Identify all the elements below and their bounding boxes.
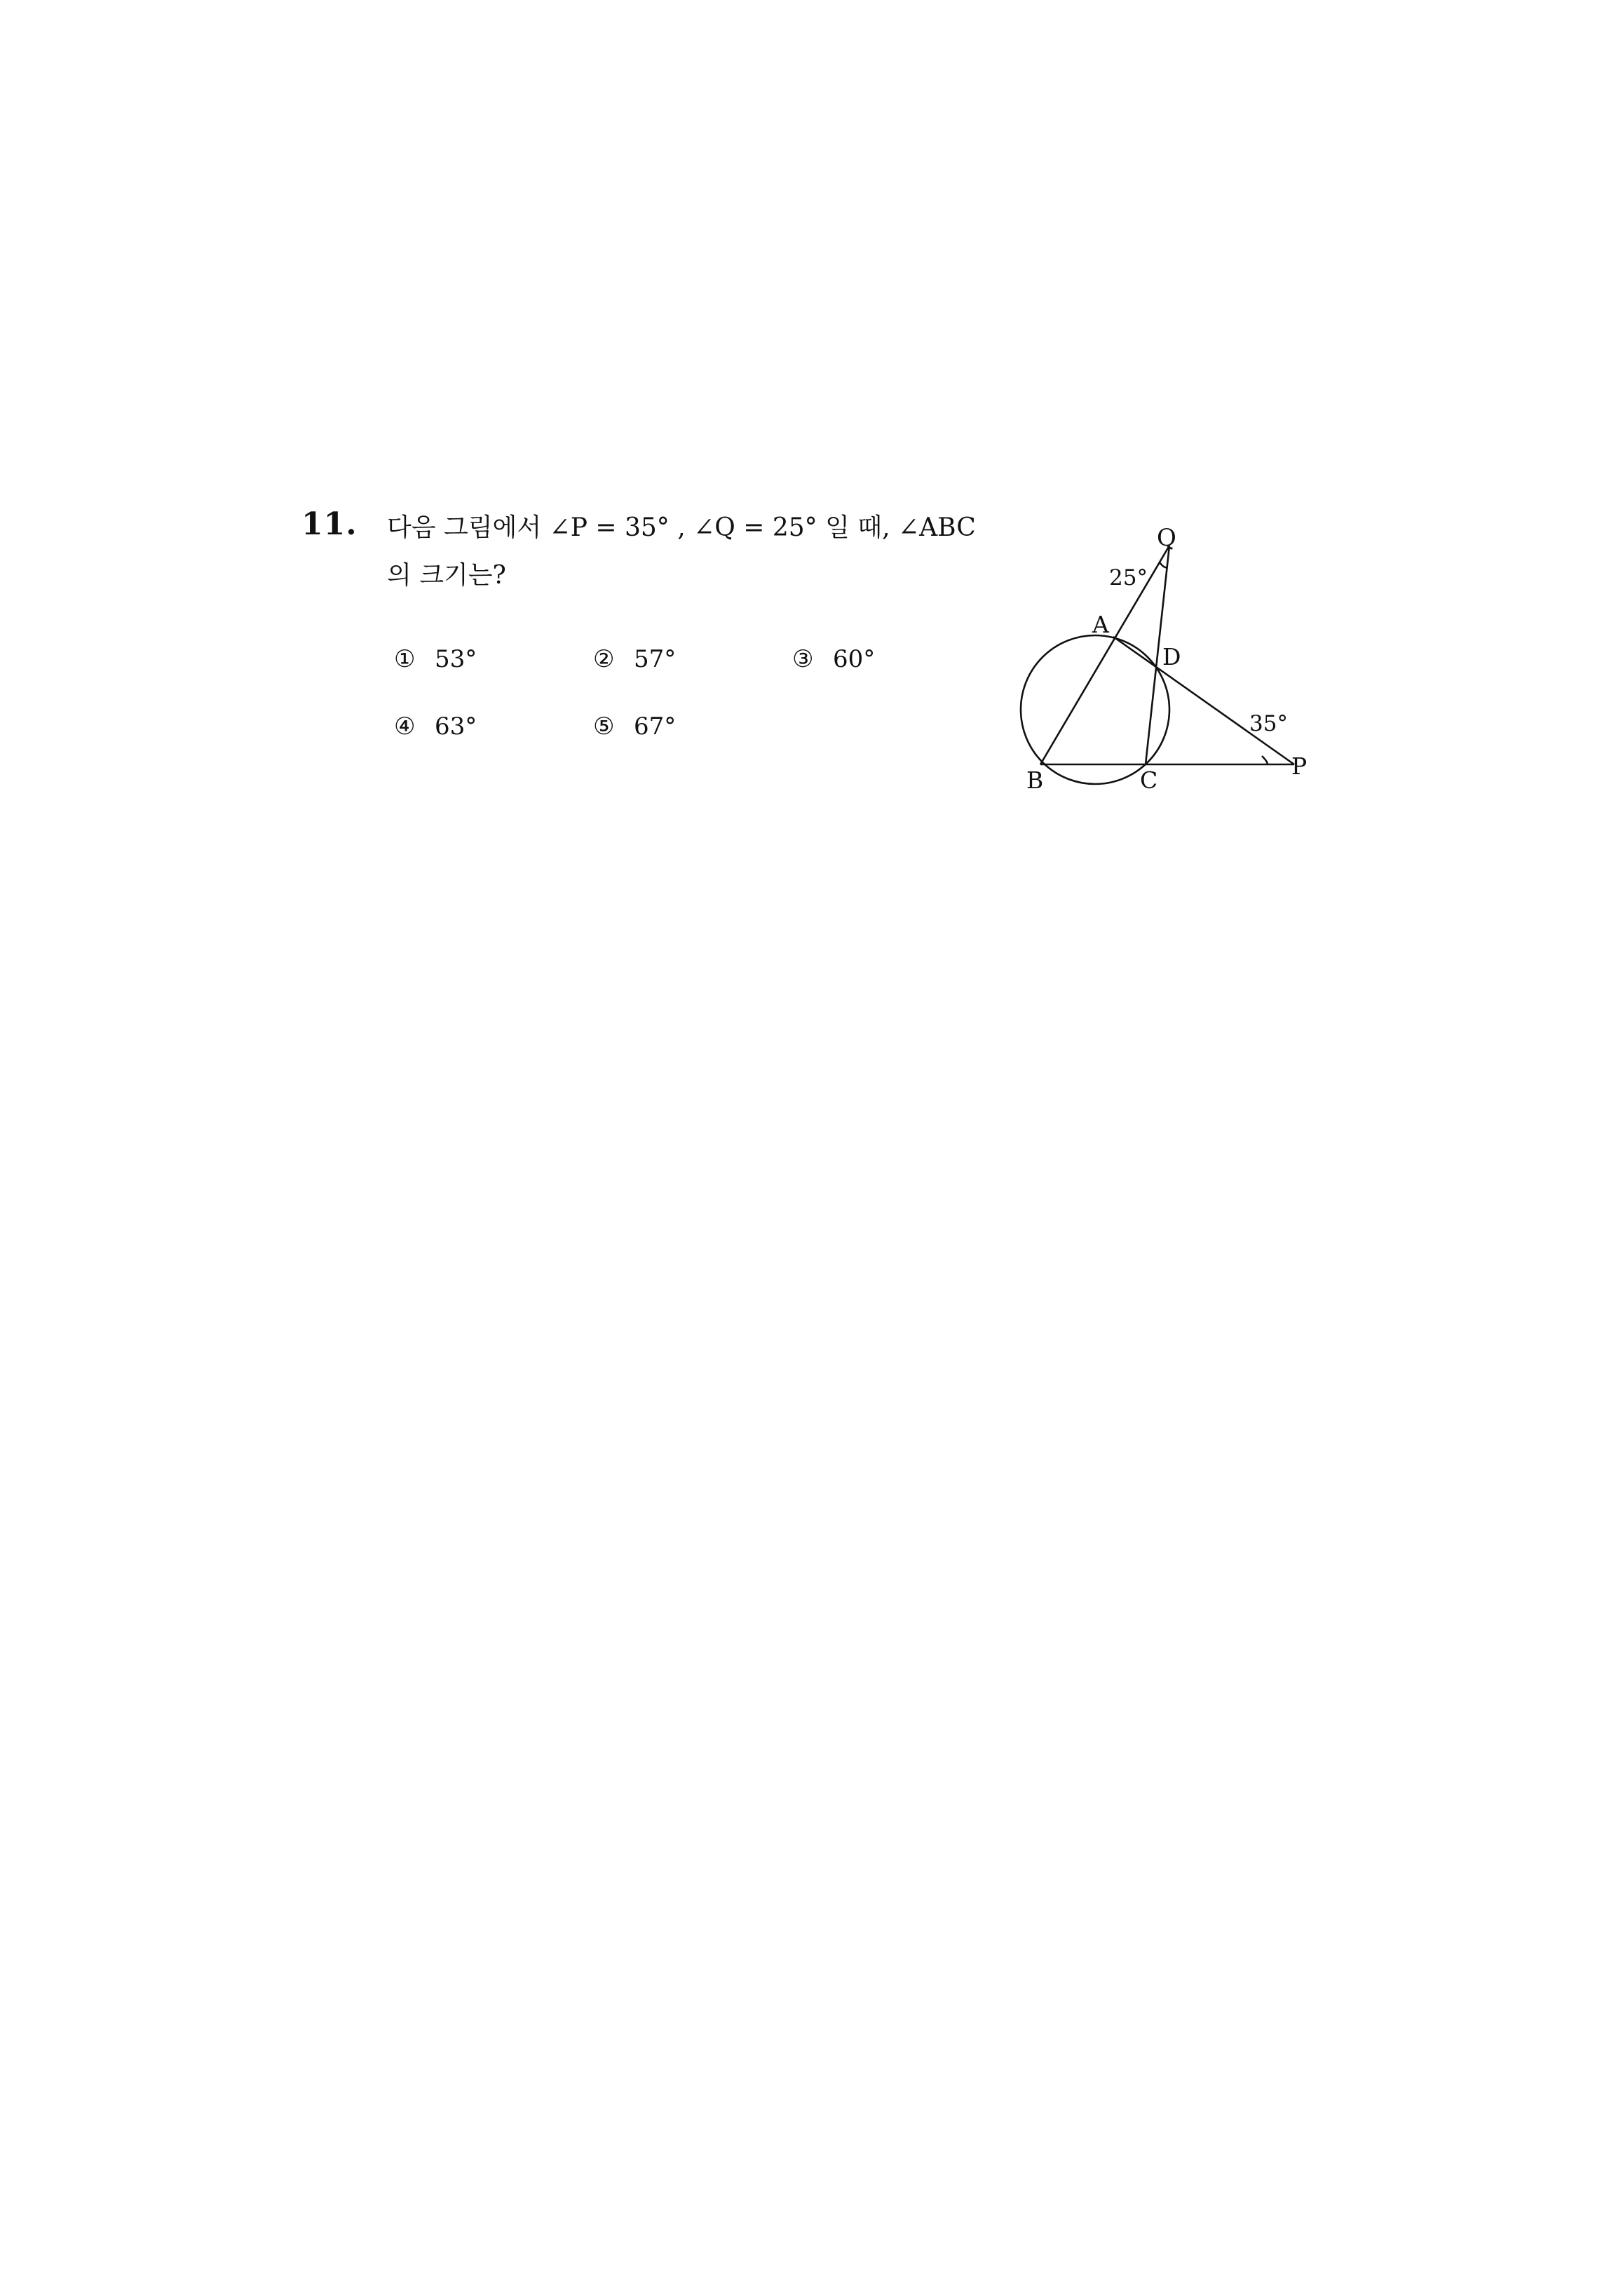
segment-ap	[1113, 637, 1294, 764]
label-c: C	[1140, 767, 1158, 794]
choice-3-mark: ③	[792, 645, 814, 673]
choice-2[interactable]	[593, 645, 676, 673]
label-angle-q: 25°	[1109, 565, 1148, 590]
question-text-line1: 다음 그림에서 ∠P = 35° , ∠Q = 25° 일 때, ∠ABC	[387, 513, 976, 542]
choice-2-mark: ②	[593, 645, 615, 673]
choice-3-value: 60°	[833, 645, 876, 673]
label-q: Q	[1157, 524, 1176, 552]
angle-mark-q	[1160, 562, 1167, 567]
label-b: B	[1026, 767, 1044, 794]
choice-1[interactable]	[394, 645, 477, 673]
label-p: P	[1291, 752, 1308, 780]
choice-4-value: 63°	[435, 713, 477, 741]
choice-5-value: 67°	[634, 713, 677, 741]
label-a: A	[1092, 611, 1109, 638]
choice-4-mark: ④	[394, 713, 416, 741]
question-text-line2: 의 크기는?	[387, 561, 506, 590]
choice-5[interactable]	[593, 713, 676, 741]
label-angle-p: 35°	[1249, 711, 1288, 736]
choice-4[interactable]	[394, 713, 477, 741]
choice-5-mark: ⑤	[593, 713, 615, 741]
choice-1-value: 53°	[435, 645, 477, 673]
circle	[1021, 635, 1169, 784]
choice-1-mark: ①	[394, 645, 416, 673]
question-number: 11.	[301, 506, 358, 542]
label-d: D	[1162, 643, 1181, 670]
angle-mark-p	[1262, 756, 1268, 764]
choice-2-value: 57°	[634, 645, 677, 673]
geometry-figure	[996, 505, 1332, 799]
choice-3[interactable]	[792, 645, 875, 673]
